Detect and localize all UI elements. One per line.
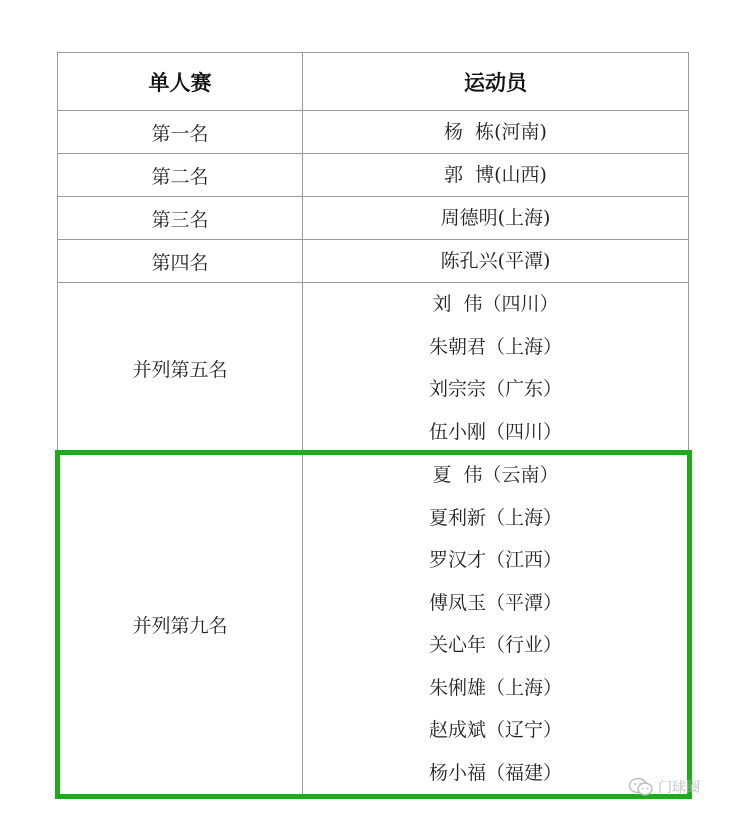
rank-cell: 第一名 [58, 111, 303, 154]
watermark-text: 门球圈 [658, 780, 700, 796]
athlete-name: 杨小福（福建） [428, 761, 562, 784]
athletes-cell [303, 240, 689, 283]
wechat-icon [628, 777, 654, 797]
athlete-name: 陈孔兴(平潭) [440, 250, 551, 272]
results-body [58, 111, 689, 795]
table-row [58, 154, 689, 197]
rank-cell: 第三名 [58, 197, 303, 240]
athlete-name: 朱朝君（上海） [428, 335, 562, 358]
athlete-name: 周德明(上海) [440, 207, 551, 229]
athlete-name: 刘 伟（四川） [432, 293, 559, 315]
athletes-cell [303, 197, 689, 240]
athlete-name: 夏 伟（云南） [432, 464, 559, 486]
rank-cell: 并列第九名 [58, 454, 303, 795]
header-athletes: 运动员 [303, 53, 689, 111]
athlete-name: 杨 栋(河南) [444, 121, 547, 143]
athletes-cell [303, 111, 689, 154]
athlete-name: 夏利新（上海） [428, 506, 562, 529]
athlete-name: 刘宗宗（广东） [428, 378, 562, 400]
header-event: 单人赛 [58, 53, 303, 111]
table-row [58, 197, 689, 240]
rank-cell: 第二名 [58, 154, 303, 197]
table-row [58, 111, 689, 154]
table-row [58, 283, 689, 454]
rank-cell: 第四名 [58, 240, 303, 283]
header-row [58, 53, 689, 111]
athlete-name: 朱俐雄（上海） [428, 676, 562, 699]
athlete-name: 赵成斌（辽宁） [428, 719, 562, 741]
athletes-cell [303, 283, 689, 454]
athletes-cell [303, 154, 689, 197]
results-table [57, 52, 689, 795]
athlete-name: 关心年（行业） [428, 634, 562, 656]
athletes-cell [303, 454, 689, 795]
watermark [628, 776, 700, 798]
athlete-name: 郭 博(山西) [444, 164, 547, 186]
rank-cell: 并列第五名 [58, 283, 303, 454]
table-row [58, 454, 689, 795]
athlete-name: 伍小刚（四川） [428, 420, 562, 443]
athlete-name: 罗汉才（江西） [428, 549, 562, 571]
athlete-name: 傅凤玉（平潭） [428, 591, 562, 614]
table-row [58, 240, 689, 283]
